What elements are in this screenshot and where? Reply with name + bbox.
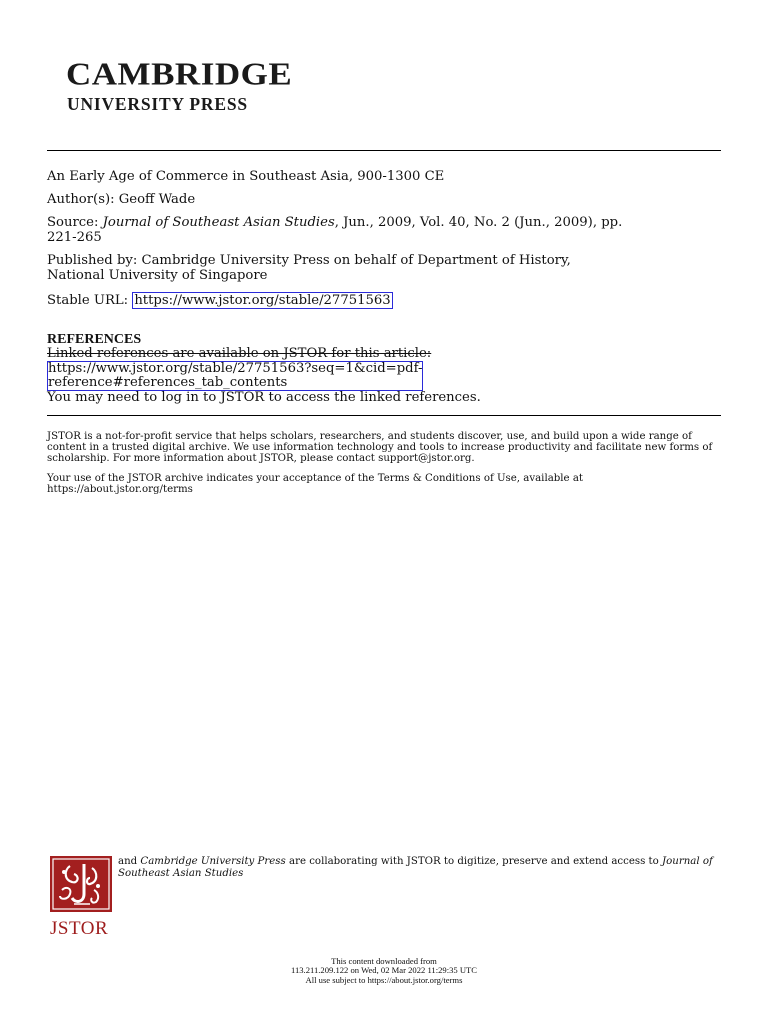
references-linked-text: Linked references are available on JSTOR for this article: [47, 346, 432, 361]
stable-url-line [47, 293, 719, 308]
footer-line-3: All use subject to https://about.jstor.org/terms [305, 974, 463, 985]
author-line [47, 192, 719, 207]
jstor-wordmark: JSTOR [50, 918, 109, 939]
footer-line-2: 113.211.209.122 on Wed, 02 Mar 2022 11:29:35 UTC [290, 965, 478, 976]
published-label: Published by: [47, 253, 138, 268]
page-range: 221-265 [47, 230, 102, 245]
top-divider [47, 150, 721, 151]
references-link[interactable] [47, 361, 423, 391]
source-label: Source: [47, 215, 99, 230]
collaboration-statement [118, 856, 718, 880]
jstor-terms-paragraph: Your use of the JSTOR archive indicates your acceptance of the Terms & Conditions of Use, available at https://about.jstor.org/terms [47, 473, 583, 495]
source-line [47, 215, 719, 245]
logo-line-cambridge: CAMBRIDGE [66, 56, 293, 93]
collab-publisher: Cambridge University Press [140, 856, 286, 867]
stable-url-link[interactable]: https://www.jstor.org/stable/27751563 [134, 293, 391, 308]
logo-line-university-press: UNIVERSITY PRESS [67, 94, 248, 114]
login-note: You may need to log in to JSTOR to access the linked references. [47, 390, 481, 405]
download-footer [0, 957, 768, 985]
stable-url-label: Stable URL: [47, 293, 129, 308]
footer-line-1: This content downloaded from [331, 956, 437, 966]
jstor-logo [50, 856, 114, 938]
jstor-emblem-icon [50, 856, 112, 912]
author-label: Author(s): [47, 192, 115, 207]
collab-middle: are collaborating with JSTOR to digitize, preserve and extend access to [289, 856, 659, 867]
collab-journal: Journal of Southeast Asian Studies [118, 856, 713, 879]
references-heading: REFERENCES [47, 332, 142, 347]
jstor-mission-paragraph: JSTOR is a not-for-profit service that helps scholars, researchers, and students discover, use, and build upon a wide range of content in a trusted digital archive. We use information technology and tools to increase productivity and facilitate new forms of scholarship. For more information about JSTOR, please contact support@jstor.org. [47, 431, 713, 464]
publisher-line-2: National University of Singapore [47, 268, 268, 283]
middle-divider [47, 415, 721, 416]
references-section [47, 332, 719, 405]
author-name: Geoff Wade [118, 192, 196, 207]
publisher-line-1: Cambridge University Press on behalf of Department of History, [141, 253, 571, 268]
cambridge-university-press-logo [66, 58, 292, 114]
article-title: An Early Age of Commerce in Southeast Asia, 900-1300 CE [47, 169, 445, 184]
source-detail: , Jun., 2009, Vol. 40, No. 2 (Jun., 2009), pp. [334, 215, 623, 230]
journal-title: Journal of Southeast Asian Studies [102, 215, 335, 230]
references-url-line-2[interactable]: reference#references_tab_contents [48, 375, 288, 390]
collab-prefix: and [118, 856, 138, 867]
published-by-line [47, 253, 719, 283]
references-url-line-1[interactable]: https://www.jstor.org/stable/27751563?seq=1&cid=pdf- [48, 361, 423, 376]
